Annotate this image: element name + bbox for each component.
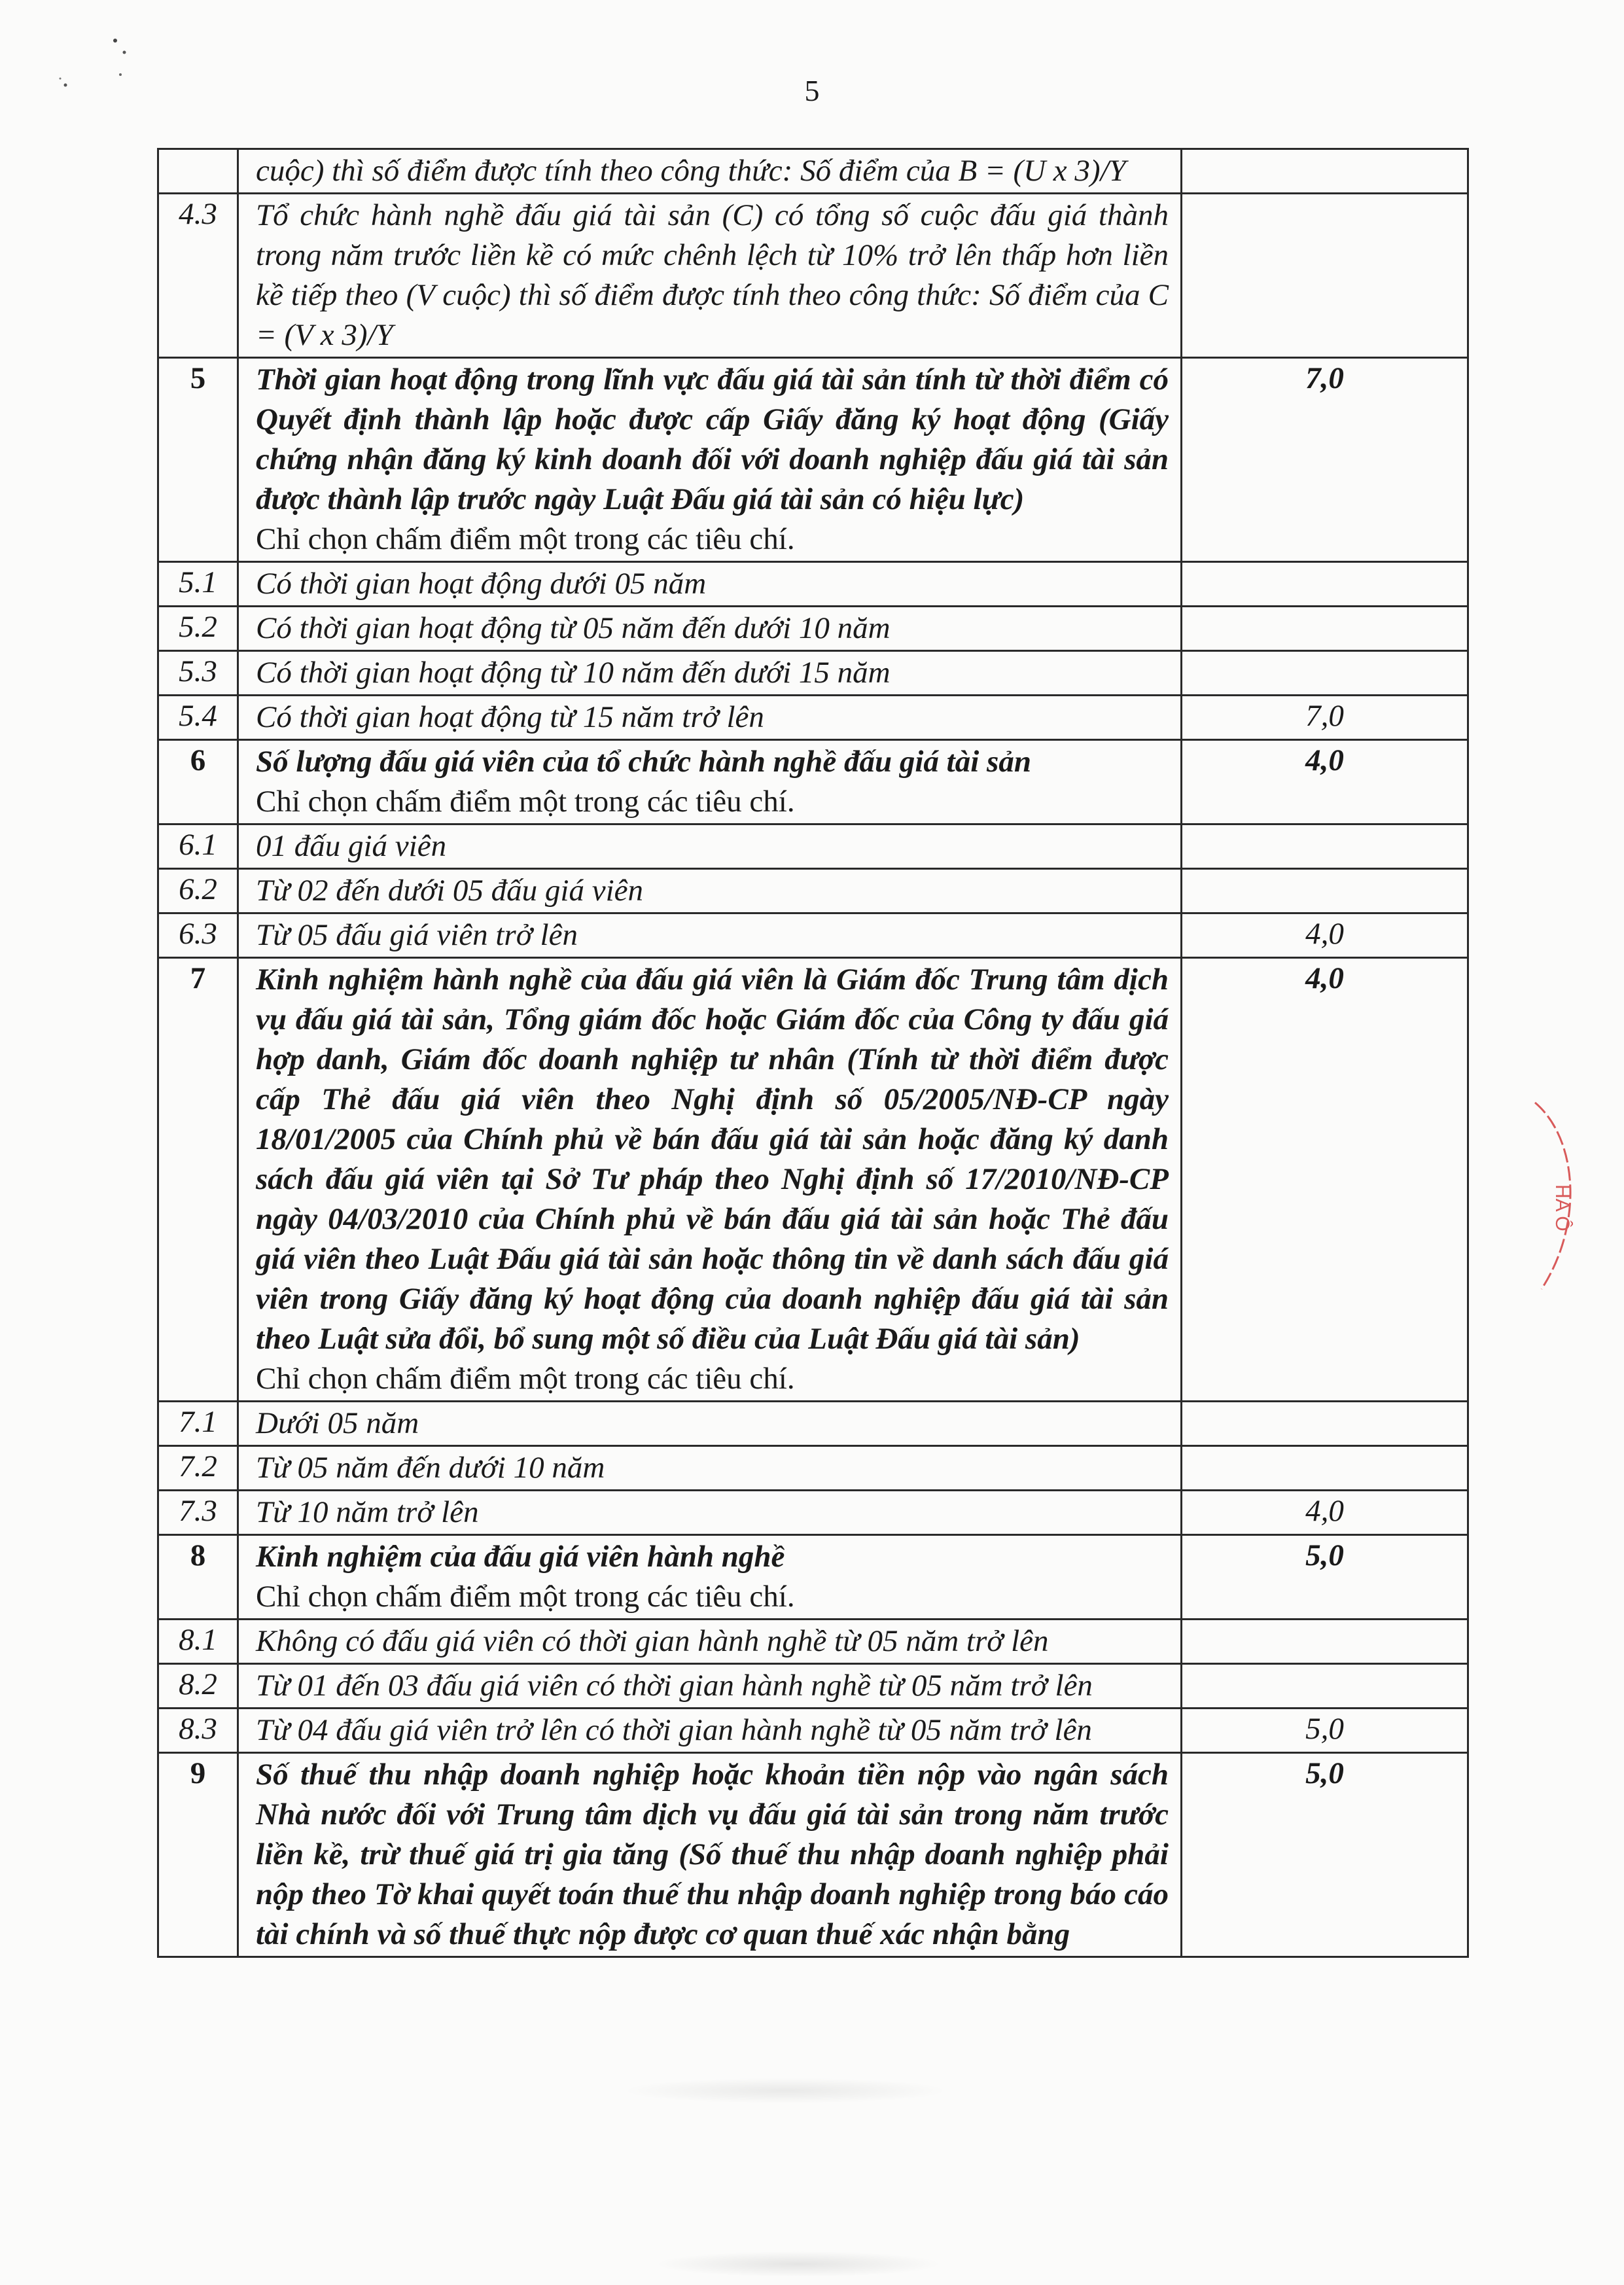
sub-criterion-row [158, 1709, 1468, 1753]
criterion-description [238, 1664, 1182, 1709]
criterion-number: 8.3 [158, 1709, 238, 1753]
criterion-description [238, 958, 1182, 1402]
criterion-number: 7 [158, 958, 238, 1402]
criterion-points [1182, 562, 1468, 607]
criterion-text: Có thời gian hoạt động từ 10 năm đến dưới 15 năm [256, 656, 891, 690]
criterion-number: 5.1 [158, 562, 238, 607]
sub-criterion-row [158, 1402, 1468, 1446]
criterion-number: 6.2 [158, 869, 238, 913]
criterion-description [238, 1709, 1182, 1753]
criterion-points [1182, 1664, 1468, 1709]
criterion-points [1182, 1402, 1468, 1446]
sub-criterion-row [158, 869, 1468, 913]
criterion-row [158, 358, 1468, 562]
criterion-row [158, 740, 1468, 824]
criterion-points: 4,0 [1182, 740, 1468, 824]
criterion-description [238, 1446, 1182, 1491]
criterion-title: Số lượng đấu giá viên của tổ chức hành nghề đấu giá tài sản [256, 745, 1031, 779]
criterion-points [1182, 1620, 1468, 1664]
criterion-points [1182, 1446, 1468, 1491]
criterion-text: Không có đấu giá viên có thời gian hành nghề từ 05 năm trở lên [256, 1624, 1049, 1658]
scan-bleed-mark [622, 2078, 949, 2104]
criterion-title: Kinh nghiệm của đấu giá viên hành nghề [256, 1540, 785, 1574]
criterion-text: 01 đấu giá viên [256, 829, 447, 863]
criterion-title: Thời gian hoạt động trong lĩnh vực đấu giá tài sản tính từ thời điểm có Quyết định thành lập hoặc được cấp Giấy đăng ký hoạt động (Giấy chứng nhận đăng ký kinh doanh đối với doanh nghiệp đấu giá tài sản được thành lập trước ngày Luật Đấu giá tài sản có hiệu lực) [256, 363, 1169, 516]
criterion-text: Dưới 05 năm [256, 1406, 419, 1440]
criterion-number: 6.1 [158, 824, 238, 869]
red-stamp-edge [1522, 1099, 1594, 1296]
criterion-description [238, 607, 1182, 651]
sub-criterion-row [158, 1491, 1468, 1535]
criterion-points [1182, 869, 1468, 913]
criterion-number: 6 [158, 740, 238, 824]
criterion-points: 7,0 [1182, 696, 1468, 740]
criterion-number: 8 [158, 1535, 238, 1620]
criterion-description [238, 651, 1182, 696]
criterion-row [158, 1535, 1468, 1620]
criterion-description [238, 562, 1182, 607]
criterion-points: 7,0 [1182, 358, 1468, 562]
criterion-number: 6.3 [158, 913, 238, 958]
criteria-table [157, 148, 1469, 1958]
sub-criterion-row [158, 651, 1468, 696]
criterion-points: 5,0 [1182, 1709, 1468, 1753]
criterion-description [238, 358, 1182, 562]
criterion-text: Tổ chức hành nghề đấu giá tài sản (C) có tổng số cuộc đấu giá thành trong năm trước liền kề có mức chênh lệch từ 10% trở lên thấp hơn liền kề tiếp theo (V cuộc) thì số điểm được tính theo công thức: Số điểm của C = (V x 3)/Y [256, 198, 1169, 352]
sub-criterion-row [158, 607, 1468, 651]
criterion-description [238, 1620, 1182, 1664]
scan-bleed-mark [654, 2251, 942, 2277]
sub-criterion-row [158, 149, 1468, 194]
criterion-points [1182, 149, 1468, 194]
criterion-row [158, 1753, 1468, 1957]
page-number: 5 [804, 74, 820, 107]
criterion-number: 5.2 [158, 607, 238, 651]
criterion-points: 4,0 [1182, 913, 1468, 958]
criterion-description [238, 824, 1182, 869]
criterion-description [238, 149, 1182, 194]
sub-criterion-row [158, 913, 1468, 958]
criterion-points: 4,0 [1182, 1491, 1468, 1535]
criterion-text: Từ 04 đấu giá viên trở lên có thời gian hành nghề từ 05 năm trở lên [256, 1713, 1092, 1747]
selection-note: Chỉ chọn chấm điểm một trong các tiêu chí. [256, 785, 795, 819]
criterion-number: 9 [158, 1753, 238, 1957]
criterion-text: Từ 01 đến 03 đấu giá viên có thời gian hành nghề từ 05 năm trở lên [256, 1669, 1093, 1703]
sub-criterion-row [158, 194, 1468, 358]
criterion-description [238, 1491, 1182, 1535]
criterion-points: 5,0 [1182, 1535, 1468, 1620]
sub-criterion-row [158, 696, 1468, 740]
criterion-points: 4,0 [1182, 958, 1468, 1402]
criterion-number [158, 149, 238, 194]
criteria-rows [158, 149, 1468, 1957]
selection-note: Chỉ chọn chấm điểm một trong các tiêu chí. [256, 1362, 795, 1396]
criterion-description [238, 913, 1182, 958]
criterion-description [238, 740, 1182, 824]
criterion-number: 7.3 [158, 1491, 238, 1535]
criterion-description [238, 1402, 1182, 1446]
sub-criterion-row [158, 562, 1468, 607]
sub-criterion-row [158, 1620, 1468, 1664]
criterion-title: Kinh nghiệm hành nghề của đấu giá viên là Giám đốc Trung tâm dịch vụ đấu giá tài sản, Tổng giám đốc hoặc Giám đốc của Công ty đấu giá hợp danh, Giám đốc doanh nghiệp tư nhân (Tính từ thời điểm được cấp Thẻ đấu giá viên theo Nghị định số 05/2005/NĐ-CP ngày 18/01/2005 của Chính phủ về bán đấu giá tài sản hoặc đăng ký danh sách đấu giá viên tại Sở Tư pháp theo Nghị định số 17/2010/NĐ-CP ngày 04/03/2010 của Chính phủ về bán đấu giá tài sản hoặc Thẻ đấu giá viên theo Luật Đấu giá tài sản hoặc thông tin về danh sách đấu giá viên trong Giấy đăng ký hoạt động của doanh nghiệp đấu giá tài sản theo Luật sửa đổi, bổ sung một số điều của Luật Đấu giá tài sản) [256, 963, 1169, 1356]
criterion-description [238, 696, 1182, 740]
criterion-description [238, 1535, 1182, 1620]
criterion-points [1182, 824, 1468, 869]
criterion-points [1182, 651, 1468, 696]
criterion-points: 5,0 [1182, 1753, 1468, 1957]
criterion-number: 5 [158, 358, 238, 562]
sub-criterion-row [158, 1446, 1468, 1491]
sub-criterion-row [158, 1664, 1468, 1709]
criterion-text: Từ 10 năm trở lên [256, 1495, 479, 1529]
criterion-text: cuộc) thì số điểm được tính theo công thức: Số điểm của B = (U x 3)/Y [256, 154, 1126, 188]
selection-note: Chỉ chọn chấm điểm một trong các tiêu chí. [256, 1580, 795, 1614]
criterion-description [238, 1753, 1182, 1957]
criterion-points [1182, 607, 1468, 651]
criterion-points [1182, 194, 1468, 358]
criterion-text: Có thời gian hoạt động dưới 05 năm [256, 567, 707, 601]
criterion-number: 8.2 [158, 1664, 238, 1709]
criterion-number: 7.2 [158, 1446, 238, 1491]
criterion-number: 5.3 [158, 651, 238, 696]
criterion-text: Từ 02 đến dưới 05 đấu giá viên [256, 874, 643, 908]
selection-note: Chỉ chọn chấm điểm một trong các tiêu chí. [256, 522, 795, 556]
criterion-number: 4.3 [158, 194, 238, 358]
criterion-row [158, 958, 1468, 1402]
criterion-title: Số thuế thu nhập doanh nghiệp hoặc khoản tiền nộp vào ngân sách Nhà nước đối với Trung tâm dịch vụ đấu giá tài sản trong năm trước liền kề, trừ thuế giá trị gia tăng (Số thuế thu nhập doanh nghiệp phải nộp theo Tờ khai quyết toán thuế thu nhập doanh nghiệp trong báo cáo tài chính và số thuế thực nộp được cơ quan thuế xác nhận bằng [256, 1758, 1169, 1951]
criterion-description [238, 194, 1182, 358]
sub-criterion-row [158, 824, 1468, 869]
criterion-number: 7.1 [158, 1402, 238, 1446]
stamp-text: HA Ô [1551, 1184, 1573, 1231]
criterion-number: 8.1 [158, 1620, 238, 1664]
criterion-text: Từ 05 đấu giá viên trở lên [256, 918, 578, 952]
criterion-number: 5.4 [158, 696, 238, 740]
criterion-description [238, 869, 1182, 913]
criterion-text: Có thời gian hoạt động từ 05 năm đến dưới 10 năm [256, 611, 891, 645]
criterion-text: Có thời gian hoạt động từ 15 năm trở lên [256, 700, 764, 734]
criterion-text: Từ 05 năm đến dưới 10 năm [256, 1451, 605, 1485]
